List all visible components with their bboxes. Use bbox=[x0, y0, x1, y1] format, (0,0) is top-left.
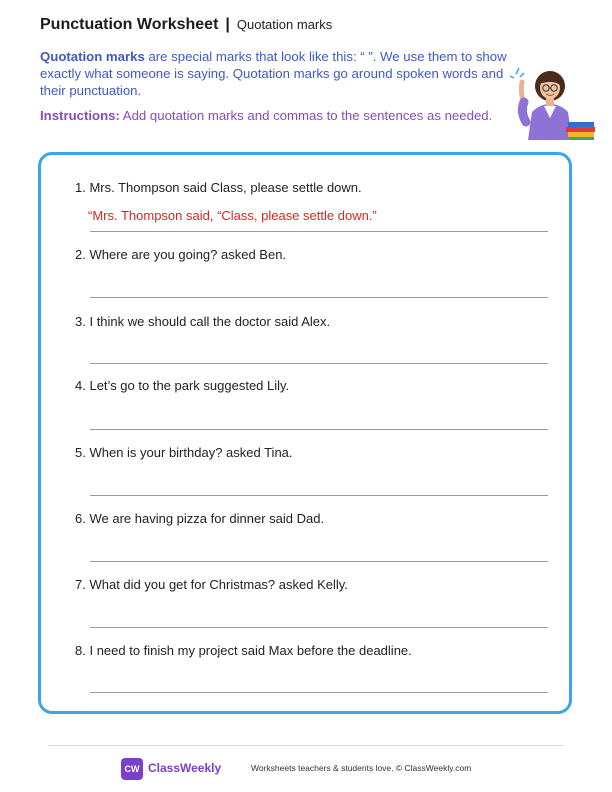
question-8: 8. I need to finish my project said Max before the deadline. bbox=[75, 643, 412, 658]
answer-line-2[interactable] bbox=[90, 297, 548, 298]
question-6: 6. We are having pizza for dinner said Dad. bbox=[75, 511, 325, 526]
title-separator: | bbox=[225, 16, 230, 33]
intro-paragraph bbox=[40, 48, 510, 99]
question-7: 7. What did you get for Christmas? asked Kelly. bbox=[75, 577, 348, 592]
page-title: Punctuation Worksheet bbox=[40, 16, 219, 33]
worksheet-header bbox=[40, 16, 582, 34]
questions-panel bbox=[38, 152, 572, 714]
answer-line-5[interactable] bbox=[90, 495, 548, 496]
classweekly-logo-icon[interactable]: CW bbox=[121, 758, 143, 780]
answer-line-8[interactable] bbox=[90, 692, 548, 693]
question-3: 3. I think we should call the doctor said Alex. bbox=[75, 314, 331, 329]
brand-name[interactable]: ClassWeekly bbox=[148, 761, 222, 775]
example-answer: “Mrs. Thompson said, “Class, please settle down.” bbox=[88, 208, 377, 223]
answer-line-6[interactable] bbox=[90, 561, 548, 562]
instructions-text: Add quotation marks and commas to the sentences as needed. bbox=[119, 108, 493, 123]
answer-line-4[interactable] bbox=[90, 429, 548, 430]
answer-line-1[interactable] bbox=[90, 231, 548, 232]
intro-term: Quotation marks bbox=[40, 49, 145, 64]
instructions bbox=[40, 108, 520, 123]
instructions-label: Instructions: bbox=[40, 108, 120, 123]
intro-text: are special marks that look like this: “ ”. We use them to show exactly what someone is saying. Quotation marks go around spoken words and their punctuation. bbox=[40, 49, 507, 98]
answer-line-3[interactable] bbox=[90, 363, 548, 364]
footer-divider bbox=[48, 745, 564, 746]
question-1: 1. Mrs. Thompson said Class, please settle down. bbox=[75, 180, 362, 195]
page-subtitle: Quotation marks bbox=[236, 17, 333, 32]
answer-line-7[interactable] bbox=[90, 627, 548, 628]
footer-tagline: Worksheets teachers & students love. © ClassWeekly.com bbox=[251, 763, 472, 773]
teacher-illustration-icon bbox=[510, 66, 595, 140]
question-2: 2. Where are you going? asked Ben. bbox=[75, 247, 287, 262]
question-5: 5. When is your birthday? asked Tina. bbox=[75, 445, 293, 460]
question-4: 4. Let’s go to the park suggested Lily. bbox=[75, 378, 290, 393]
